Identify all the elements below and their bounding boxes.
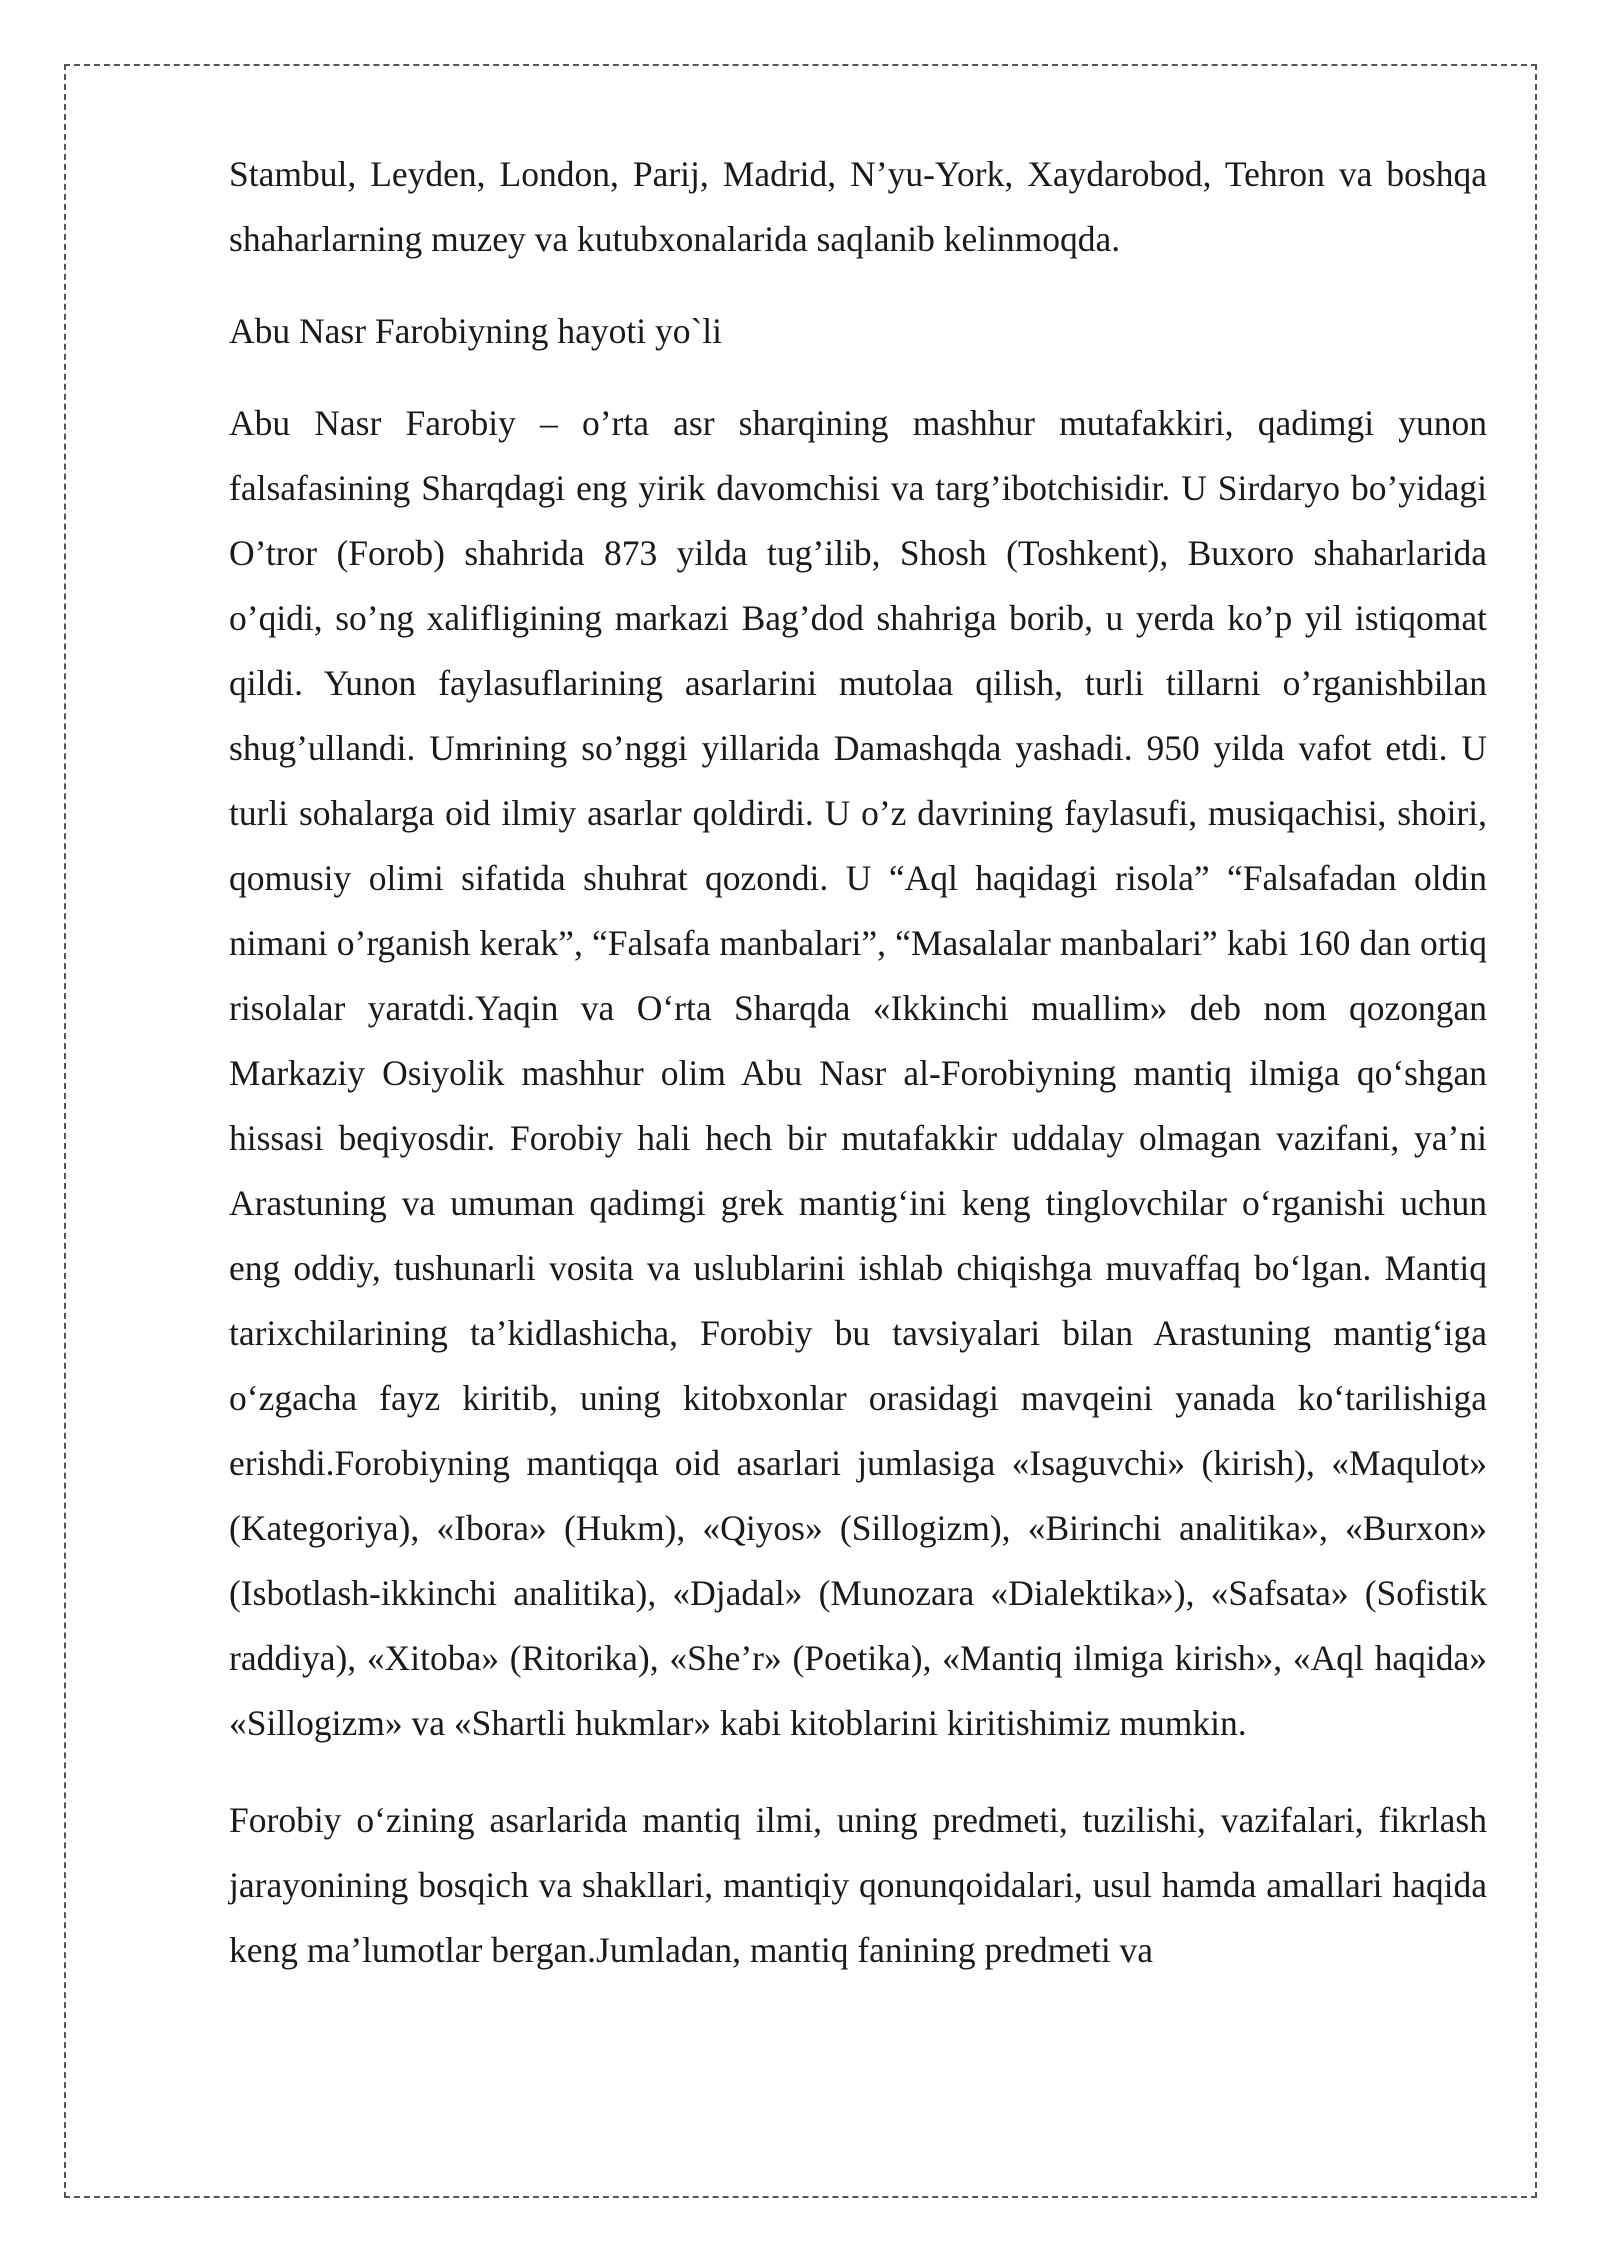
paragraph: Abu Nasr Farobiy – o’rta asr sharqining mashhur mutafakkiri, qadimgi yunon falsafasining Sharqdagi eng yirik davomchisi va targ’ibotchisidir. U Sirdaryo bo’yidagi O’tror (Forob) shahrida 873 yilda tug’ilib, Shosh (Toshkent), Buxoro shaharlarida o’qidi, so’ng xalifligining markazi Bag’dod shahriga borib, u yerda ko’p yil istiqomat qildi. Yunon faylasuflarining asarlarini mutolaa qilish, turli tillarni o’rganishbilan shug’ullandi. Umrining so’nggi yillarida Damashqda yashadi. 950 yilda vafot etdi. U turli sohalarga oid ilmiy asarlar qoldirdi. U o’z davrining faylasufi, musiqachisi, shoiri, qomusiy olimi sifatida shuhrat qozondi. U “Aql haqidagi risola” “Falsafadan oldin nimani o’rganish kerak”, “Falsafa manbalari”, “Masalalar manbalari” kabi 160 dan ortiq risolalar yaratdi.Yaqin va O‘rta Sharqda «Ikkinchi muallim» deb nom qozongan Markaziy Osiyolik mashhur olim Abu Nasr al-Forobiyning mantiq ilmiga qo‘shgan hissasi beqiyosdir. Forobiy hali hech bir mutafakkir uddalay olmagan vazifani, ya’ni Arastuning va umuman qadimgi grek mantig‘ini keng tinglovchilar o‘rganishi uchun eng oddiy, tushunarli vosita va uslublarini ishlab chiqishga muvaffaq bo‘lgan. Mantiq tarixchilarining ta’kidlashicha, Forobiy bu tavsiyalari bilan Arastuning mantig‘iga o‘zgacha fayz kiritib, uning kitobxonlar orasidagi mavqeini yanada ko‘tarilishiga erishdi.Forobiyning mantiqqa oid asarlari jumlasiga «Isaguvchi» (kirish), «Maqulot» (Kategoriya), «Ibora» (Hukm), «Qiyos» (Sillogizm), «Birinchi analitika», «Burxon» (Isbotlash-ikkinchi analitika), «Djadal» (Munozara «Dialektika»), «Safsata» (Sofistik raddiya), «Xitoba» (Ritorika), «She’r» (Poetika), «Mantiq ilmiga kirish», «Aql haqida» «Sillogizm» va «Shartli hukmlar» kabi kitoblarini kiritishimiz mumkin. <box>229 403 1487 1743</box>
paragraph: Stambul, Leyden, London, Parij, Madrid, N’yu-York, Xaydarobod, Tehron va boshqa shaharlarning muzey va kutubxonalarida saqlanib kelinmoqda. <box>229 154 1487 259</box>
paragraph: Forobiy o‘zining asarlarida mantiq ilmi, uning predmeti, tuzilishi, vazifalari, fikrlash jarayonining bosqich va shakllari, mantiqiy qonunqoidalari, usul hamda amallari haqida keng ma’lumotlar bergan.Jumladan, mantiq fanining predmeti va <box>229 1800 1487 1970</box>
section-heading: Abu Nasr Farobiyning hayoti yo`li <box>229 311 722 351</box>
document-body <box>229 142 1487 1983</box>
